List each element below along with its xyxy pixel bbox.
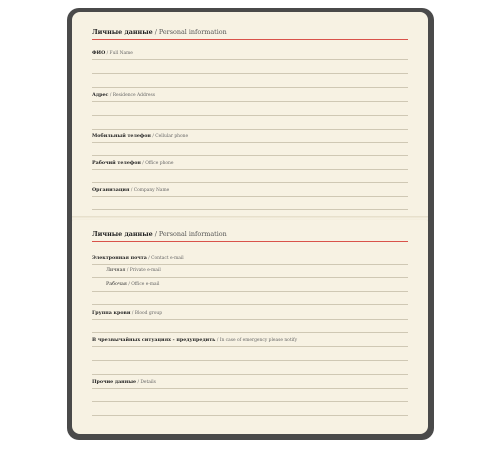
writing-line bbox=[92, 155, 408, 156]
heading-en: Personal information bbox=[158, 230, 227, 238]
writing-line bbox=[92, 319, 408, 320]
writing-line bbox=[92, 101, 408, 102]
writing-line bbox=[92, 374, 408, 375]
writing-line bbox=[92, 360, 408, 361]
writing-line bbox=[92, 129, 408, 130]
field-address: Адрес / Residence Address bbox=[92, 92, 155, 98]
bottom-page-heading: Личные данные / Personal information bbox=[92, 230, 408, 242]
writing-line bbox=[92, 169, 408, 170]
field-details: Прочие данные / Details bbox=[92, 379, 156, 385]
field-full-name: ФИО / Full Name bbox=[92, 50, 133, 56]
writing-line bbox=[92, 304, 408, 305]
writing-line bbox=[92, 182, 408, 183]
writing-line bbox=[92, 196, 408, 197]
field-office-email: Рабочая / Office e-mail bbox=[106, 282, 160, 287]
heading-en: Personal information bbox=[158, 28, 227, 36]
writing-line bbox=[92, 388, 408, 389]
writing-line bbox=[92, 277, 408, 278]
writing-line bbox=[92, 415, 408, 416]
heading-ru: Личные данные bbox=[92, 230, 153, 238]
writing-line bbox=[92, 346, 408, 347]
field-office-phone: Рабочий телефон / Office phone bbox=[92, 160, 174, 166]
field-cellular-phone: Мобильный телефон / Cellular phone bbox=[92, 133, 189, 139]
field-emergency-contact: В чрезвычайных ситуациях - предупредить / In case of emergency please notify bbox=[92, 337, 298, 343]
writing-line bbox=[92, 73, 408, 74]
bottom-page bbox=[72, 220, 428, 434]
writing-line bbox=[92, 264, 408, 265]
writing-line bbox=[92, 209, 408, 210]
field-blood-group: Группа крови / Blood group bbox=[92, 310, 163, 316]
heading-ru: Личные данные bbox=[92, 28, 153, 36]
writing-line bbox=[92, 291, 408, 292]
top-page-heading: Личные данные / Personal information bbox=[92, 28, 408, 40]
top-page bbox=[72, 12, 428, 218]
field-contact-email: Электронная почта / Contact e-mail bbox=[92, 255, 184, 261]
field-company-name: Организация / Company Name bbox=[92, 187, 170, 193]
writing-line bbox=[92, 115, 408, 116]
writing-line bbox=[92, 87, 408, 88]
writing-line bbox=[92, 59, 408, 60]
writing-line bbox=[92, 401, 408, 402]
writing-line bbox=[92, 142, 408, 143]
field-private-email: Личная / Private e-mail bbox=[106, 268, 161, 273]
writing-line bbox=[92, 332, 408, 333]
